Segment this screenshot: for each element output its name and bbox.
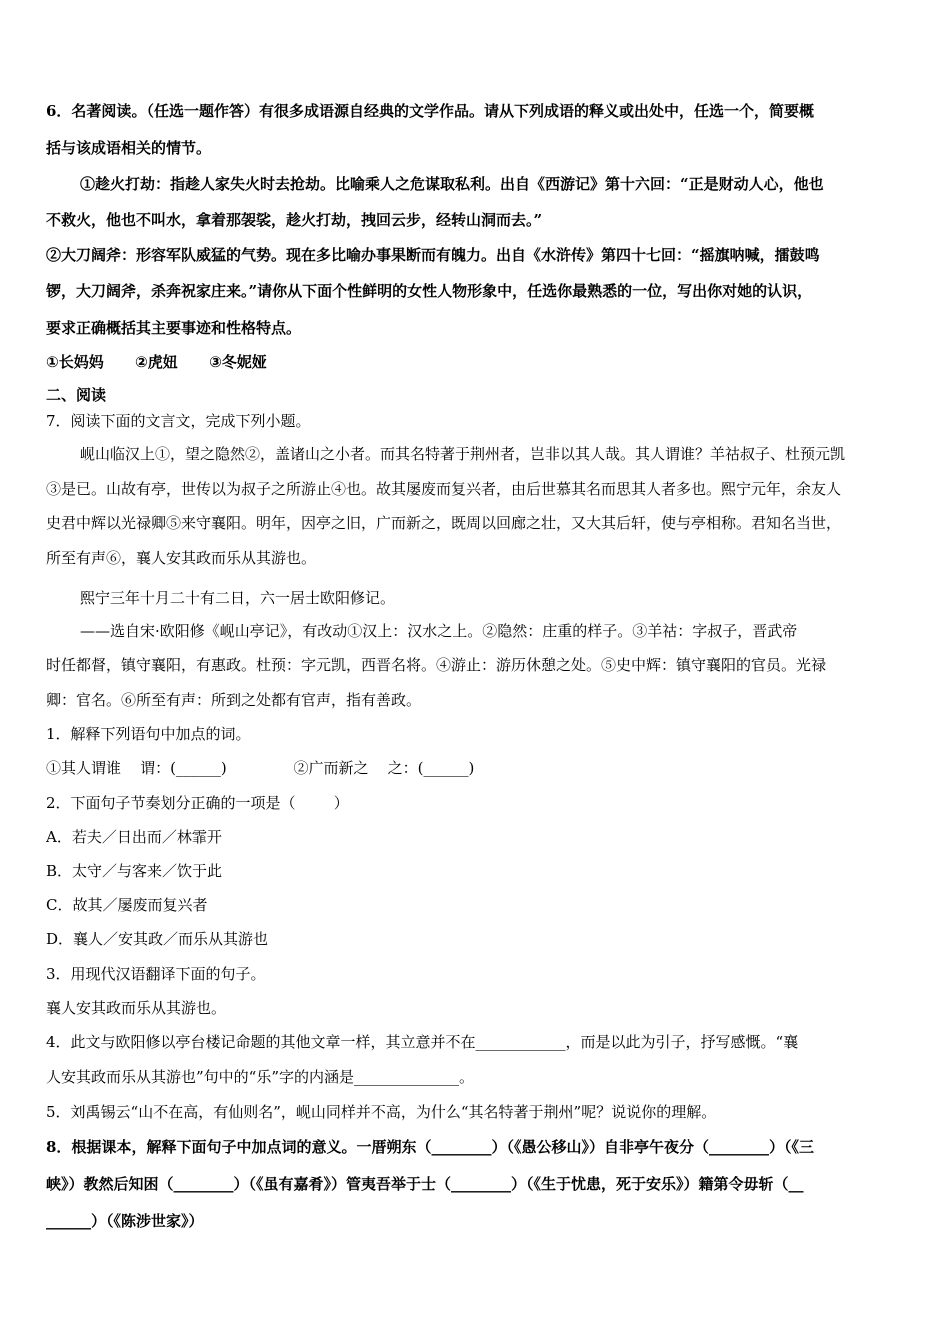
q6-options: ①长妈妈 ②虎妞 ③冬妮娅	[46, 353, 267, 371]
option-d: D．襄人／安其政／而乐从其游也	[46, 930, 269, 948]
q6-line-3: ①趁火打劫：指趁人家失火时去抢劫。比喻乘人之危谋取私利。出自《西游记》第十六回：“正是财动人心，他也	[80, 175, 824, 193]
passage-notes-line: 时任都督，镇守襄阳，有惠政。杜预：字元凯，西晋名将。④游止：游历休憩之处。⑤史中辉：镇守襄阳的官员。光禄	[46, 656, 827, 674]
passage-line: 所至有声⑥，襄人安其政而乐从其游也。	[46, 549, 317, 567]
q6-line-1: 6．名著阅读。（任选一题作答）有很多成语源自经典的文学作品。请从下列成语的释义或出处中，任选一个，简要概	[46, 102, 814, 120]
q6-line-6: 锣，大刀阔斧，杀奔祝家庄来。”请你从下面个性鲜明的女性人物形象中，任选你最熟悉的一位，写出你对她的认识，	[46, 282, 813, 300]
q7-intro: 7．阅读下面的文言文，完成下列小题。	[46, 412, 311, 430]
option-b: B．太守／与客来／饮于此	[46, 862, 223, 880]
subquestion-5: 5．刘禹锡云“山不在高，有仙则名”，岘山同样并不高，为什么“其名特著于荆州”呢？说说你的理解。	[46, 1103, 717, 1121]
q6-line-2: 括与该成语相关的情节。	[46, 139, 212, 157]
passage-signature: 熙宁三年十月二十有二日，六一居士欧阳修记。	[80, 589, 396, 607]
passage-line: 岘山临汉上①，望之隐然②，盖诸山之小者。而其名特著于荆州者，岂非以其人哉。其人谓谁？羊祜叔子、杜预元凯	[80, 445, 846, 463]
subquestion-3-sentence: 襄人安其政而乐从其游也。	[46, 999, 227, 1017]
option-a: A．若夫／日出而／林霏开	[46, 828, 222, 846]
subquestion-2: 2．下面句子节奏划分正确的一项是（ ）	[46, 794, 349, 812]
q8-line-1: 8．根据课本，解释下面句子中加点词的意义。一厝朔东（________）（《愚公移山》）自非亭午夜分（________）（《三	[46, 1138, 814, 1156]
subquestion-1-items: ①其人谓谁 谓：(______) ②广而新之 之：(______)	[46, 759, 475, 777]
q8-line-3: ______）（《陈涉世家》）	[46, 1212, 204, 1230]
passage-line: 史君中辉以光禄卿⑤来守襄阳。明年，因亭之旧，广而新之，既周以回廊之壮，又大其后轩，使与亭相称。君知名当世，	[46, 514, 842, 532]
subquestion-3: 3．用现代汉语翻译下面的句子。	[46, 965, 266, 983]
section-title: 二、阅读	[46, 386, 107, 404]
subquestion-1: 1．解释下列语句中加点的词。	[46, 725, 251, 743]
passage-source-notes: ——选自宋·欧阳修《岘山亭记》，有改动①汉上：汉水之上。②隐然：庄重的样子。③羊祜：字叔子，晋武帝	[80, 622, 798, 640]
q8-line-2: 峡》）教然后知困（________）（《虽有嘉肴》）管夷吾举于士（________）（《生于忧患，死于安乐》）籍第令毋斩（__	[46, 1175, 804, 1193]
q6-line-4: 不救火，他也不叫水，拿着那袈裟，趁火打劫，拽回云步，经转山洞而去。”	[46, 211, 543, 229]
passage-line: ③是已。山故有亭，世传以为叔子之所游止④也。故其屡废而复兴者，由后世慕其名而思其人者多也。熙宁元年，余友人	[46, 480, 842, 498]
option-c: C．故其／屡废而复兴者	[46, 896, 208, 914]
passage-notes-line: 卿：官名。⑥所至有声：所到之处都有官声，指有善政。	[46, 691, 422, 709]
subquestion-4-cont: 人安其政而乐从其游也”句中的“乐”字的内涵是______________。	[46, 1068, 475, 1086]
q6-line-5: ②大刀阔斧：形容军队威猛的气势。现在多比喻办事果断而有魄力。出自《水浒传》第四十七回：“摇旗呐喊，擂鼓鸣	[46, 246, 820, 264]
subquestion-4: 4．此文与欧阳修以亭台楼记命题的其他文章一样，其立意并不在____________，而是以此为引子，抒写感慨。“襄	[46, 1033, 799, 1051]
q6-line-7: 要求正确概括其主要事迹和性格特点。	[46, 319, 302, 337]
